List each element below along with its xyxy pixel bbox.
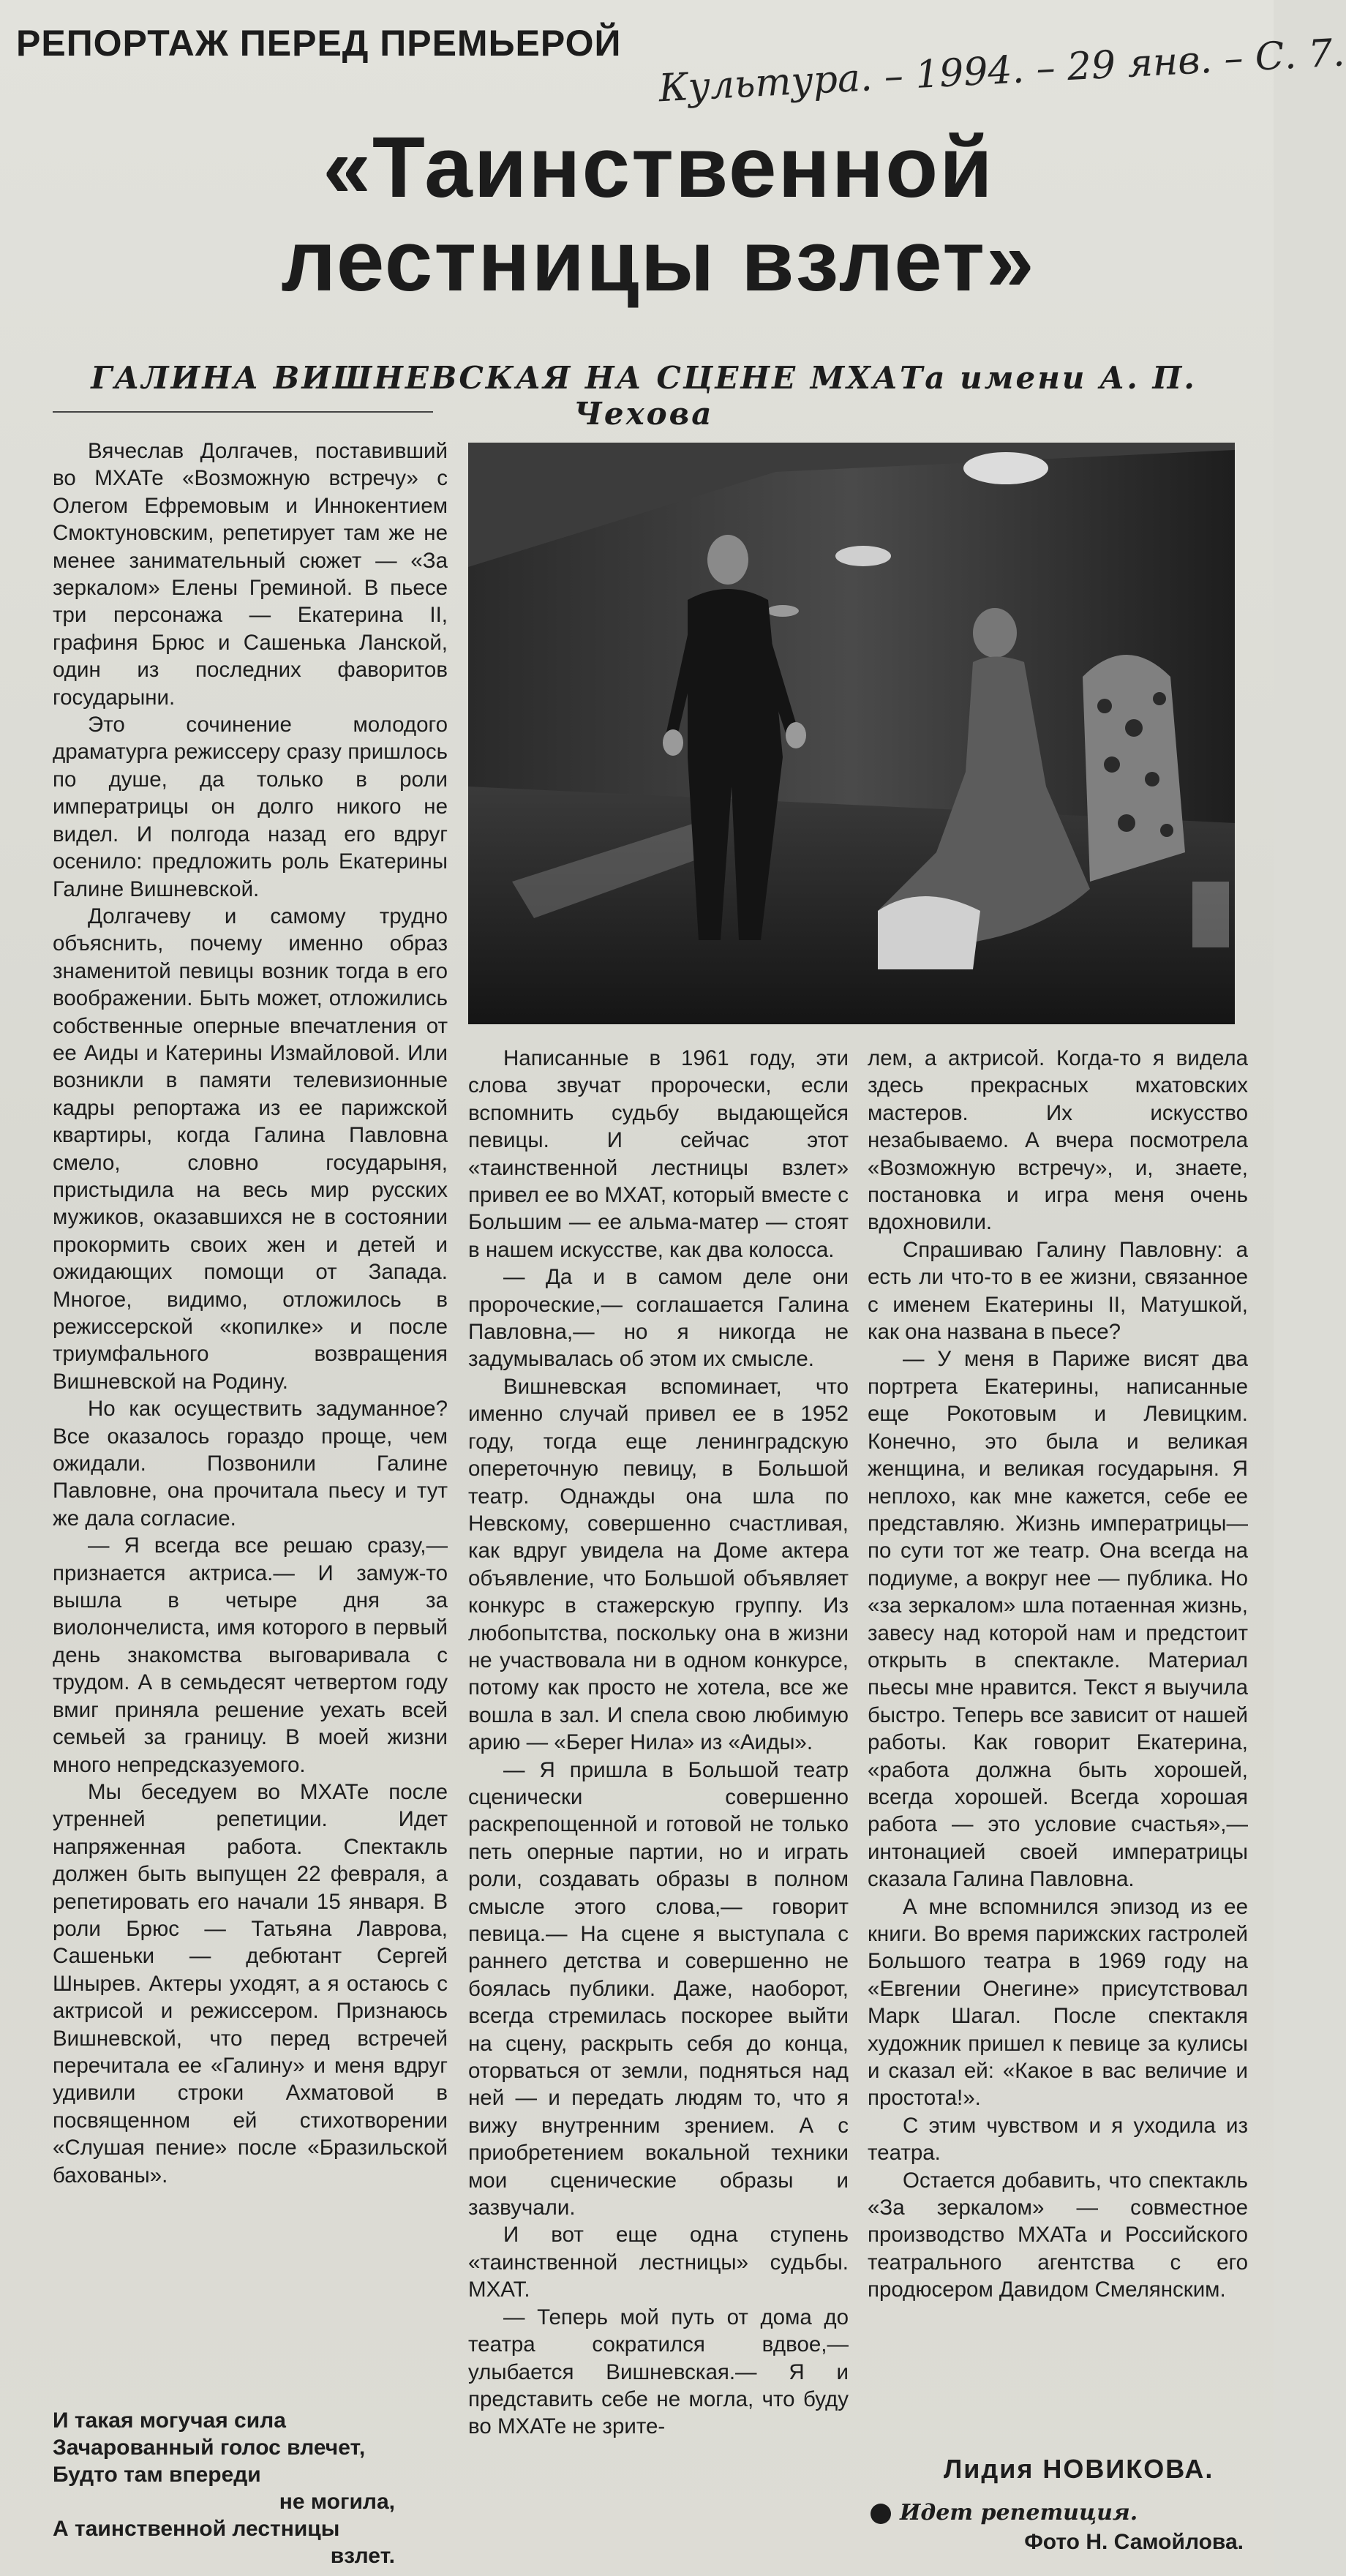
rubric-heading: РЕПОРТАЖ ПЕРЕД ПРЕМЬЕРОЙ <box>16 23 622 64</box>
poem-line: И такая могучая сила <box>53 2408 286 2433</box>
paragraph: А мне вспомнился эпизод из ее книги. Во время парижских гастролей Большого театра в 1969 году на «Евгении Онегине» присутствовал Марк Шагал. После спектакля художник пришел к певице за кулисы и сказал ей: «Какое в вас величие и простота!». <box>868 1894 1248 2111</box>
poem-line: А таинственной лестницы <box>53 2517 340 2541</box>
poem-line: взлет. <box>330 2544 395 2568</box>
paragraph: И вот еще одна ступень «таинственной лестницы» судьбы. МХАТ. <box>468 2223 849 2302</box>
paragraph: Мы беседуем во МХАТе после утренней репетиции. Идет напряженная работа. Спектакль должен быть выпущен 22 февраля, а репетировать его начали 15 января. В роли Брюс — Татьяна Лаврова, Сашеньки — дебютант Сергей Шнырев. Актеры уходят, а я остаюсь с актрисой и режиссером. Признаюсь Вишневской, что перед встречей перечитала ее «Галину» и меня вдруг удивили строки Ахматовой в посвященном ей стихотворении «Слушая пение» после «Бразильской бахованы». <box>53 1779 448 2188</box>
bullet-icon <box>871 2504 891 2524</box>
poem-line: Зачарованный голос влечет, <box>53 2436 366 2460</box>
paragraph: — У меня в Париже висят два портрета Екатерины, написанные еще Рокотовым и Левицким. Конечно, это была и великая женщина, и великая государыня. Я неплохо, как мне кажется, себе ее представляю. Жизнь императрицы—по сути тот же театр. Она всегда на подиуме, а вокруг нее — публика. Но «за зеркалом» шла потаенная жизнь, завесу над которой нам и предстоит открыть в спектакле. Материал пьесы мне нравится. Текст я выучила быстро. Теперь все зависит от нашей работы. Как говорит Екатерина, «работа должна быть хорошей, всегда хорошей. Всегда хорошая работа — это условие счастья»,— интонацией своей императрицы сказала Галина Павловна. <box>868 1347 1248 1892</box>
column-2 <box>468 1045 849 2441</box>
paragraph: Но как осуществить задуманное? Все оказалось гораздо проще, чем ожидали. Позвонили Галине Павловне, она прочитала пьесу и тут же дала согласие. <box>53 1397 448 1531</box>
paragraph: Вишневская вспоминает, что именно случай привел ее в 1952 году, тогда еще ленинградскую опереточную певицу, в Большой театр. Однажды она шла по Невскому, совершенно счастливая, как вдруг увидела на Доме актера объявление, что Большой объявляет конкурс в стажерскую группу. Из любопытства, поскольку она в жизни не участвовала ни в одном конкурсе, потому как просто не хотела, все же вошла в зал. И спела свою любимую арию — «Берег Нила» из «Аиды». <box>468 1374 849 1755</box>
rehearsal-photo-image <box>468 443 1235 1024</box>
photo-caption <box>900 2498 1251 2557</box>
headline-line-2: лестницы взлет» <box>281 213 1036 309</box>
paragraph: Спрашиваю Галину Павловну: а есть ли что-то в ее жизни, связанное с именем Екатерины II, Матушкой, как она названа в пьесе? <box>868 1237 1248 1345</box>
paragraph: лем, а актрисой. Когда-то я видела здесь прекрасных мхатовских мастеров. Их искусство незабываемо. А вчера посмотрела «Возможную встречу», и, знаете, постановка и игра меня очень вдохновили. <box>868 1046 1248 1235</box>
paragraph: — Теперь мой путь от дома до театра сократился вдвое,— улыбается Вишневская.— Я и представить себе не могла, что буду во МХАТе не зрите- <box>468 2305 849 2439</box>
paragraph: — Я всегда все решаю сразу,— признается актриса.— И замуж-то вышла в четыре дня за виолончелиста, имя которого в первый день знакомства выговаривала с трудом. А в семьдесят четвертом году вмиг приняла решение уехать всей семьей за границу. В моей жизни много непредсказуемого. <box>53 1533 448 1777</box>
paragraph: — Я пришла в Большой театр сценически совершенно раскрепощенной и готовой не только петь оперные партии, но и играть роли, создавать образы в полном смысле этого слова,— говорит певица.— На сцене я выступала с раннего детства и совершенно не боялась публики. Даже, наоборот, всегда стремилась поскорее выйти на сцену, раскрыть себя до конца, оторваться от земли, подняться над ней — и передать людям то, что я вижу внутренним зрением. А с приобретением вокальной техники мои сценические образы и зазвучали. <box>468 1757 849 2220</box>
article-author: Лидия НОВИКОВА. <box>944 2454 1214 2484</box>
poem-quote <box>53 2407 395 2569</box>
poem-line: Будто там впереди <box>53 2463 261 2487</box>
paragraph: — Да и в самом деле они пророческие,— соглашается Галина Павловна,— но я никогда не задумывалась об этом их смысле. <box>468 1265 849 1372</box>
column-3 <box>868 1045 1248 2304</box>
paragraph: Это сочинение молодого драматурга режиссеру сразу пришлось по душе, да только в роли императрицы он долго никого не видел. И полгода назад его вдруг осенило: предложить роль Екатерины Галине Вишневской. <box>53 713 448 901</box>
paragraph: Вячеслав Долгачев, поставивший во МХАТе «Возможную встречу» с Олегом Ефремовым и Иннокентием Смоктуновским, репетирует там же не менее занимательный сюжет — «За зеркалом» Елены Греминой. В пьесе три персонажа — Екатерина II, графиня Брюс и Сашенька Ланской, один из последних фаворитов государыни. <box>53 439 448 710</box>
poem-line: не могила, <box>279 2490 395 2514</box>
caption-text: Идет репетиция. <box>900 2500 1138 2526</box>
headline-line-1: «Таинственной <box>323 119 994 216</box>
article-headline <box>183 121 1134 308</box>
subtitle-rule <box>53 411 433 413</box>
photo-credit: Фото Н. Самойлова. <box>1024 2530 1244 2554</box>
paragraph: Остается добавить, что спектакль «За зеркалом» — совместное производство МХАТа и Российского театрального агентства с его продюсером Давидом Смелянским. <box>868 2168 1248 2302</box>
paragraph: Долгачеву и самому трудно объяснить, почему именно образ знаменитой певицы возник тогда в его воображении. Быть может, отложились собственные оперные впечатления от ее Аиды и Катерины Измайловой. Или возникли в памяти телевизионные кадры репортажа из ее парижской квартиры, когда Галина Павловна смело, словно государыня, пристыдила на весь мир русских мужиков, оказавшихся не в состоянии прокормить своих жен и детей и ожидающих помощи от Запада. Многое, видимо, отложилось в режиссерской «копилке» и после триумфального возвращения Вишневской на Родину. <box>53 904 448 1394</box>
paragraph: С этим чувством и я уходила из театра. <box>868 2113 1248 2166</box>
column-1 <box>53 438 448 2189</box>
handwritten-source-note: Культура. – 1994. – 29 янв. – С. 7. <box>657 31 1346 111</box>
article-subtitle: ГАЛИНА ВИШНЕВСКАЯ НА СЦЕНЕ МХАТа имени А. П. Чехова <box>91 360 1197 432</box>
rehearsal-photo <box>468 443 1235 1024</box>
paragraph: Написанные в 1961 году, эти слова звучат пророчески, если вспомнить судьбу выдающейся певицы. И сейчас этот «таинственной лестницы взлет» привел ее во МХАТ, который вместе с Большим — ее альма-матер — стоят в нашем искусстве, как два колосса. <box>468 1046 849 1262</box>
